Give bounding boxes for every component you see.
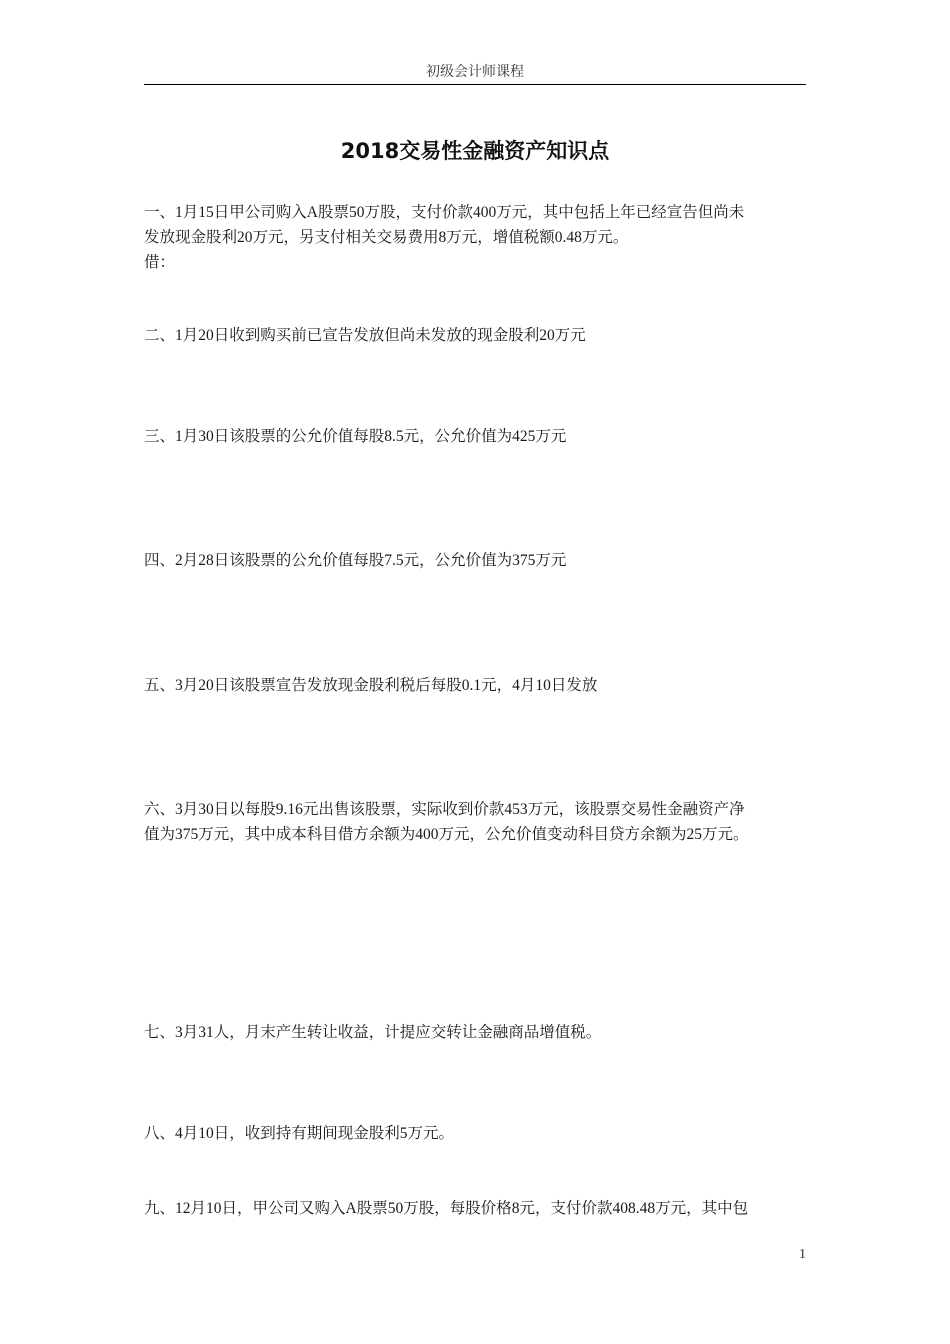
question-7-line-1: 七、3月31人，月末产生转让收益，计提应交转让金融商品增值税。 <box>144 1024 602 1041</box>
question-6-line-1: 六、3月30日以每股9.16元出售该股票，实际收到价款453万元，该股票交易性金融资产净 <box>144 801 745 818</box>
question-1-line-1: 一、1月15日甲公司购入A股票50万股，支付价款400万元，其中包括上年已经宣告但尚未 <box>144 204 745 221</box>
question-8 <box>144 1121 808 1146</box>
question-3 <box>144 424 808 449</box>
page-number: 1 <box>799 1247 806 1262</box>
question-5 <box>144 673 808 698</box>
question-1-line-2: 发放现金股利20万元，另支付相关交易费用8万元，增值税额0.48万元。 <box>144 229 629 246</box>
question-3-line-1: 三、1月30日该股票的公允价值每股8.5元，公允价值为425万元 <box>144 428 567 445</box>
question-8-line-1: 八、4月10日，收到持有期间现金股利5万元。 <box>144 1125 455 1142</box>
question-7 <box>144 1020 808 1045</box>
document-title: 2018交易性金融资产知识点 <box>340 139 610 163</box>
header-rule <box>144 84 806 85</box>
question-1-line-3: 借： <box>144 254 176 271</box>
question-9 <box>144 1196 808 1221</box>
question-6 <box>144 797 808 847</box>
question-4-line-1: 四、2月28日该股票的公允价值每股7.5元，公允价值为375万元 <box>144 552 567 569</box>
question-6-line-2: 值为375万元，其中成本科目借方余额为400万元，公允价值变动科目贷方余额为25万元。 <box>144 826 749 843</box>
question-5-line-1: 五、3月20日该股票宣告发放现金股利税后每股0.1元，4月10日发放 <box>144 677 598 694</box>
question-9-line-1: 九、12月10日，甲公司又购入A股票50万股，每股价格8元，支付价款408.48万元，其中包 <box>144 1200 749 1217</box>
question-2-line-1: 二、1月20日收到购买前已宣告发放但尚未发放的现金股利20万元 <box>144 327 586 344</box>
question-4 <box>144 548 808 573</box>
question-2 <box>144 323 808 348</box>
question-1 <box>144 200 808 275</box>
page-header: 初级会计师课程 <box>426 65 524 80</box>
